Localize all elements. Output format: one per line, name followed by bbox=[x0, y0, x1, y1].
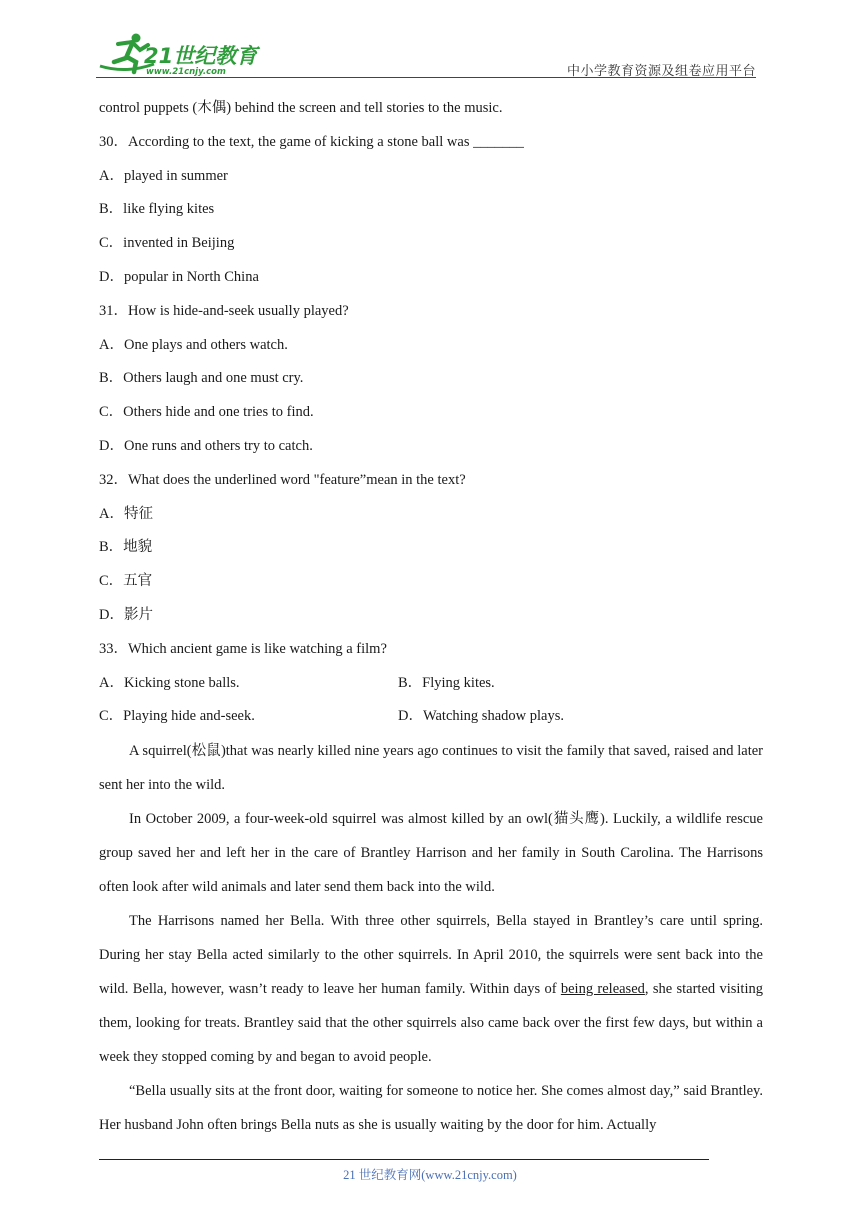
passage-paragraph: In October 2009, a four-week-old squirrel was almost killed by an owl(猫头鹰). Luckily, a wildlife rescue group saved her and left her in the care of Brantley Harrison and her family in South Carolina. The Harrisons often look after wild animals and later send them back into the wild. bbox=[99, 811, 763, 896]
option-line: C．五官 bbox=[99, 573, 153, 590]
page-header bbox=[96, 30, 756, 80]
footer-text: 21 世纪教育网(www.21cnjy.com) bbox=[343, 1168, 517, 1182]
option-a: A．Kicking stone balls. bbox=[99, 674, 240, 691]
option-row bbox=[99, 706, 763, 726]
option-line: C．invented in Beijing bbox=[99, 235, 235, 252]
option-line: D．影片 bbox=[99, 606, 153, 623]
option-line: A．特征 bbox=[99, 505, 153, 522]
runner-logo-icon bbox=[96, 30, 266, 78]
header-divider bbox=[96, 77, 756, 78]
logo bbox=[96, 30, 266, 78]
question-33: 33．Which ancient game is like watching a film? bbox=[99, 640, 387, 657]
text-line: control puppets (木偶) behind the screen and tell stories to the music. bbox=[99, 100, 503, 116]
svg-text:21世纪教育: 21世纪教育 bbox=[144, 44, 258, 68]
svg-text:www.21cnjy.com: www.21cnjy.com bbox=[146, 67, 226, 77]
option-line: B．Others laugh and one must cry. bbox=[99, 370, 304, 387]
option-c: C．Playing hide and-seek. bbox=[99, 708, 255, 725]
footer-divider bbox=[99, 1159, 709, 1160]
option-line: A．One plays and others watch. bbox=[99, 336, 288, 353]
option-d: D．Watching shadow plays. bbox=[398, 708, 564, 725]
option-line: B．地貌 bbox=[99, 539, 153, 556]
question-31: 31．How is hide-and-seek usually played? bbox=[99, 302, 349, 319]
question-30: 30．According to the text, the game of kicking a stone ball was _______ bbox=[99, 133, 524, 150]
passage-paragraph: “Bella usually sits at the front door, waiting for someone to notice her. She comes almost day,” said Brantley. Her husband John often brings Bella nuts as she is usually waiting by the door for him. Actually bbox=[99, 1083, 763, 1134]
passage-paragraph: A squirrel(松鼠)that was nearly killed nine years ago continues to visit the family that saved, raised and later sent her into the wild. bbox=[99, 743, 763, 794]
paragraph-text: The Harrisons named her Bella. With three other squirrels, Bella stayed in Brantley’s care until spring. During her stay Bella acted similarly to the other squirrels. In April 2010, the squirrels were sent back into the wild. Bella, however, wasn’t ready to leave her human family. Within days of bbox=[99, 913, 763, 998]
paragraph-text: , she started visiting them, looking for treats. Brantley said that the other squirrels also came back over the first few days, but within a week they stopped coming by and began to avoid people. bbox=[99, 981, 763, 1066]
reading-passage bbox=[99, 734, 763, 1142]
option-line: A．played in summer bbox=[99, 167, 228, 184]
option-line: C．Others hide and one tries to find. bbox=[99, 404, 314, 421]
option-line: D．One runs and others try to catch. bbox=[99, 437, 313, 454]
option-row bbox=[99, 673, 763, 693]
passage-paragraph bbox=[99, 904, 763, 1074]
option-b: B．Flying kites. bbox=[398, 674, 495, 691]
header-platform-text: 中小学教育资源及组卷应用平台 bbox=[566, 64, 756, 79]
document-body bbox=[99, 98, 763, 1142]
option-line: B．like flying kites bbox=[99, 201, 215, 218]
underlined-phrase: being released bbox=[560, 981, 645, 998]
option-line: D．popular in North China bbox=[99, 268, 259, 285]
question-32: 32．What does the underlined word "feature”mean in the text? bbox=[99, 471, 466, 488]
